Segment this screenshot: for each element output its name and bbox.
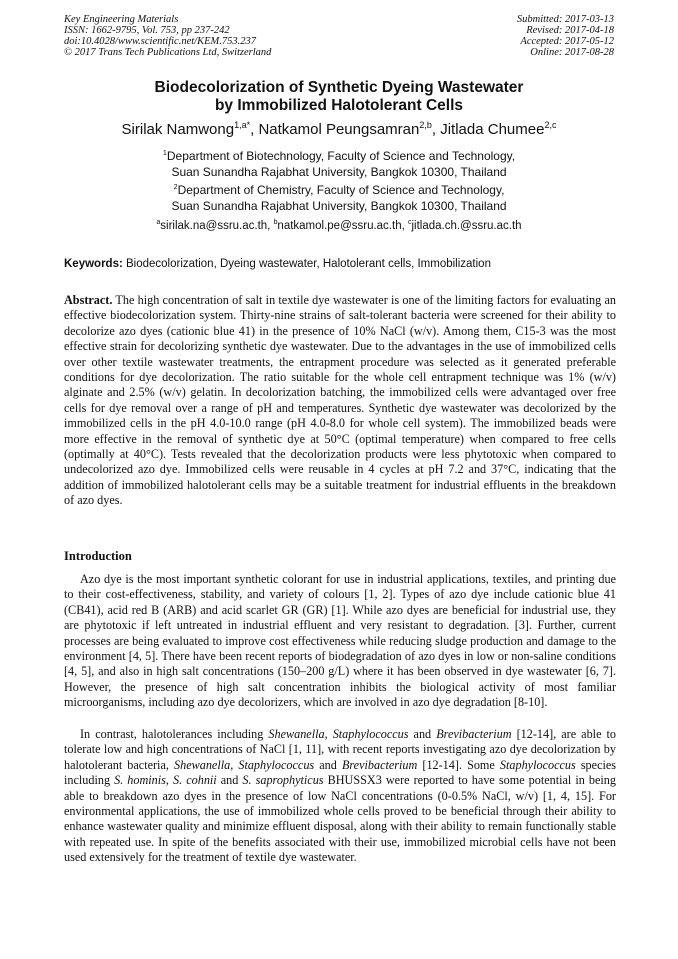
paragraph-text: and bbox=[216, 773, 243, 788]
email-link[interactable]: natkamol.pe@ssru.ac.th, bbox=[277, 220, 408, 232]
author-affiliation-mark: 2,c bbox=[544, 120, 557, 130]
species-name: S. hominis bbox=[114, 773, 166, 788]
author-list bbox=[0, 121, 678, 139]
paragraph-text: , bbox=[165, 773, 174, 788]
author-name: Natkamol Peungsamran bbox=[258, 121, 420, 138]
copyright-line: © 2017 Trans Tech Publications Ltd, Switzerland bbox=[64, 47, 272, 58]
affiliation-line: Department of Biotechnology, Faculty of Science and Technology, bbox=[166, 149, 516, 163]
affiliation-1 bbox=[0, 149, 678, 180]
journal-info bbox=[64, 14, 271, 58]
author-name: Sirilak Namwong bbox=[121, 121, 235, 138]
species-name: Shewanella bbox=[174, 757, 231, 772]
title-line-2: by Immobilized Halotolerant Cells bbox=[214, 97, 464, 114]
paragraph-text: BHUSSX3 were reported to have some potential in being able to breakdown azo dyes in the presence of low NaCl concentrations (0-0.5% NaCl, w/v) [1, 4, 15]. For environmental applications, the use of immobilized whole cells proved to be beneficial through their ability to enhance wastewater quality and minimize effluent disposal, along with their ability to remain functionally stable with repeated use. In spite of the benefits associated with their use, immobilized microbial cells have not been used extensively for the treatment of textile dye wastewater. bbox=[64, 773, 616, 865]
paragraph-text: [12-14]. Some bbox=[417, 757, 500, 772]
abstract bbox=[64, 293, 616, 509]
paragraph-text: and bbox=[314, 757, 342, 772]
email-mark: b bbox=[273, 219, 278, 227]
publication-dates bbox=[517, 14, 614, 58]
email-link[interactable]: jitlada.ch.@ssru.ac.th bbox=[411, 220, 522, 232]
affiliation-line: Suan Sunandha Rajabhat University, Bangkok 10300, Thailand bbox=[171, 164, 507, 179]
paragraph-text: , bbox=[324, 727, 333, 741]
paragraph-text: species including bbox=[64, 757, 617, 788]
species-name: Staphylococcus bbox=[238, 757, 315, 772]
issn-line: ISSN: 1662-9795, Vol. 753, pp 237-242 bbox=[64, 25, 230, 36]
keywords bbox=[64, 257, 616, 272]
affiliation-2 bbox=[0, 183, 678, 214]
author-separator: , bbox=[431, 121, 441, 138]
email-mark: c bbox=[408, 219, 412, 227]
author-emails bbox=[0, 219, 678, 234]
accepted-date: Accepted: 2017-05-12 bbox=[520, 36, 614, 47]
title-line-1: Biodecolorization of Synthetic Dyeing Wastewater bbox=[154, 79, 524, 96]
email-mark: a bbox=[156, 219, 161, 227]
paragraph-text: In contrast, halotolerances including bbox=[80, 727, 269, 741]
species-name: Staphylococcus bbox=[332, 727, 409, 741]
journal-name: Key Engineering Materials bbox=[64, 14, 179, 25]
paragraph-text: and bbox=[408, 727, 437, 741]
online-date: Online: 2017-08-28 bbox=[530, 47, 614, 58]
revised-date: Revised: 2017-04-18 bbox=[526, 25, 614, 36]
introduction-heading: Introduction bbox=[64, 549, 132, 563]
abstract-text: The high concentration of salt in textile dye wastewater is one of the limiting factors for evaluating an effective biodecolorization system. Thirty-nine strains of salt-tolerant bacteria were screened for their ability to decolorize azo dyes (cationic blue 41) in the presence of 10% NaCl (w/v). Among them, C15-3 was the most effective strain for decolorizing synthetic dye wastewater. Due to the advantages in the use of immobilized cells over other textile wastewater treatments, the entrapment procedure was selected as it generated preferable conditions for dye decolorization. The ratio suitable for the whole cell entrapment technique was 1% (w/v) alginate and 2.5% (w/v) gelatin. In decolorization batching, the immobilized cells were advantaged over free cells for dye removal over a range of pH and temperatures. Synthetic dye wastewater was decolorized by the immobilized cells in the pH 4.0-10.0 range (pH 4.0-8.0 for whole cell system). The immobilized beads were more effective in the removal of synthetic dye at 50°C (optimal temperature) when compared to free cells (optimally at 40°C). Tests revealed that the decolorization products were less phytotoxic when compared to undecolorized azo dye. Immobilized cells were reusable in 4 cycles at pH 7.2 and 37°C, indicating that the addition of immobilized halotolerant cells may be a suitable treatment for industrial effluents in the breakdown of azo dyes. bbox=[64, 293, 616, 508]
submitted-date: Submitted: 2017-03-13 bbox=[516, 14, 614, 25]
email-link[interactable]: sirilak.na@ssru.ac.th, bbox=[160, 220, 274, 232]
keywords-label: Keywords: bbox=[64, 258, 123, 270]
species-name: Brevibacterium bbox=[341, 757, 418, 772]
affiliation-mark: 2 bbox=[173, 182, 178, 191]
paper-title bbox=[0, 79, 678, 115]
species-name: Brevibacterium bbox=[436, 727, 512, 741]
affiliation-line: Suan Sunandha Rajabhat University, Bangkok 10300, Thailand bbox=[171, 198, 507, 213]
species-name: S. cohnii bbox=[173, 773, 217, 788]
paragraph-text: [12-14], are able to tolerate low and high concentrations of NaCl [1, 11], with recent reports investigating azo dye decolorization by halotolerant bacteria, bbox=[64, 727, 616, 772]
introduction-paragraph-2 bbox=[64, 727, 616, 866]
abstract-label: Abstract. bbox=[64, 293, 113, 307]
author-separator: , bbox=[250, 121, 259, 138]
paragraph-text: , bbox=[230, 757, 239, 772]
introduction-paragraph-1: Azo dye is the most important synthetic colorant for use in industrial applications, textiles, and printing due to their cost-effectiveness, stability, and variety of colours [1, 2]. Types of azo dye include cationic blue 41 (CB41), acid red B (ARB) and acid scarlet GR (GR) [1]. While azo dyes are beneficial for industrial use, they are phytotoxic if left untreated in industrial effluent and very resistant to degradation. [3]. Further, current processes are being evaluated to improve cost effectiveness while reducing sludge production and damage to the environment [4, 5]. There have been recent reports of biodegradation of azo dyes in low or non-saline conditions [4, 5], and also in high salt concentrations (150–200 g/L) where it has been observed in dye wastewater [6, 7]. However, the presence of high salt concentration inhibits the biological activity of most familiar microorganisms, including azo dye decolorizers, which are involved in azo dye degradation [8-10]. bbox=[64, 572, 616, 710]
species-name: S. saprophyticus bbox=[242, 773, 324, 788]
affiliation-mark: 1 bbox=[162, 148, 167, 157]
species-name: Shewanella bbox=[268, 727, 325, 741]
author-affiliation-mark: 2,b bbox=[419, 120, 432, 130]
affiliation-line: Department of Chemistry, Faculty of Science and Technology, bbox=[177, 183, 505, 197]
species-name: Staphylococcus bbox=[499, 757, 576, 772]
keywords-text: Biodecolorization, Dyeing wastewater, Halotolerant cells, Immobilization bbox=[122, 258, 491, 270]
author-name: Jitlada Chumee bbox=[440, 121, 545, 138]
author-affiliation-mark: 1,a* bbox=[234, 120, 251, 130]
doi-line[interactable]: doi:10.4028/www.scientific.net/KEM.753.237 bbox=[64, 36, 256, 47]
